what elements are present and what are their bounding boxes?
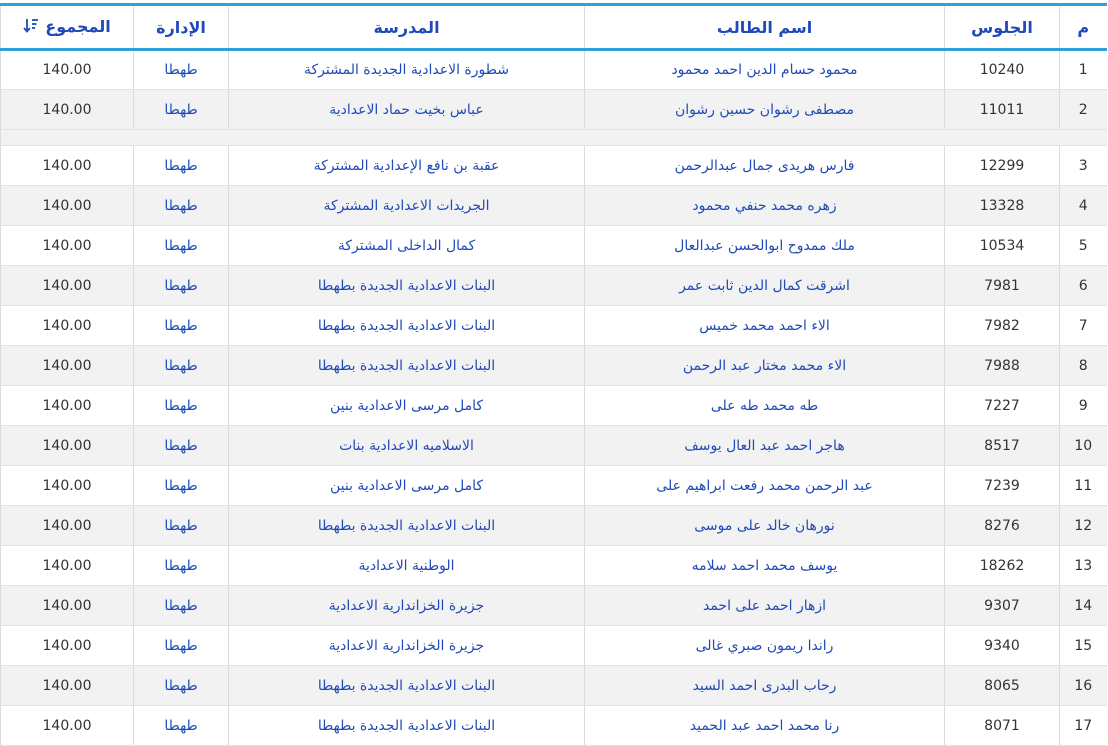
cell-student-name[interactable]: طه محمد طه على bbox=[585, 386, 945, 426]
header-seat[interactable]: الجلوس bbox=[945, 5, 1060, 50]
cell-index: 14 bbox=[1060, 586, 1107, 626]
table-row[interactable] bbox=[1, 626, 1107, 666]
cell-student-name[interactable]: راندا ريمون صبري غالى bbox=[585, 626, 945, 666]
table-row[interactable] bbox=[1, 386, 1107, 426]
cell-index: 15 bbox=[1060, 626, 1107, 666]
cell-total: 140.00 bbox=[1, 50, 134, 90]
sort-descending-icon[interactable] bbox=[23, 17, 39, 37]
cell-seat-number: 7981 bbox=[945, 266, 1060, 306]
table-row[interactable] bbox=[1, 466, 1107, 506]
cell-student-name[interactable]: هاجر احمد عبد العال يوسف bbox=[585, 426, 945, 466]
cell-index: 10 bbox=[1060, 426, 1107, 466]
cell-total: 140.00 bbox=[1, 266, 134, 306]
cell-seat-number: 11011 bbox=[945, 90, 1060, 130]
cell-index: 7 bbox=[1060, 306, 1107, 346]
cell-administration[interactable]: طهطا bbox=[134, 426, 229, 466]
cell-administration[interactable]: طهطا bbox=[134, 706, 229, 746]
cell-index: 11 bbox=[1060, 466, 1107, 506]
cell-total: 140.00 bbox=[1, 506, 134, 546]
cell-student-name[interactable]: يوسف محمد احمد سلامه bbox=[585, 546, 945, 586]
cell-administration[interactable]: طهطا bbox=[134, 666, 229, 706]
table-body bbox=[1, 50, 1107, 746]
cell-total: 140.00 bbox=[1, 706, 134, 746]
cell-index: 4 bbox=[1060, 186, 1107, 226]
cell-administration[interactable]: طهطا bbox=[134, 90, 229, 130]
cell-seat-number: 7227 bbox=[945, 386, 1060, 426]
table-header bbox=[1, 5, 1107, 50]
cell-school[interactable]: عقبة بن نافع الإعدادية المشتركة bbox=[229, 146, 585, 186]
row-spacer-cell bbox=[1, 130, 1107, 146]
table-row[interactable] bbox=[1, 146, 1107, 186]
table-row[interactable] bbox=[1, 266, 1107, 306]
cell-school[interactable]: شطورة الاعدادية الجديدة المشتركة bbox=[229, 50, 585, 90]
header-administration[interactable]: الإدارة bbox=[134, 5, 229, 50]
cell-administration[interactable]: طهطا bbox=[134, 346, 229, 386]
cell-student-name[interactable]: محمود حسام الدين احمد محمود bbox=[585, 50, 945, 90]
cell-school[interactable]: كامل مرسى الاعدادية بنين bbox=[229, 386, 585, 426]
cell-seat-number: 8071 bbox=[945, 706, 1060, 746]
cell-total: 140.00 bbox=[1, 226, 134, 266]
cell-administration[interactable]: طهطا bbox=[134, 186, 229, 226]
table-row[interactable] bbox=[1, 346, 1107, 386]
table-row[interactable] bbox=[1, 90, 1107, 130]
cell-administration[interactable]: طهطا bbox=[134, 386, 229, 426]
cell-school[interactable]: البنات الاعدادية الجديدة بطهطا bbox=[229, 346, 585, 386]
cell-total: 140.00 bbox=[1, 146, 134, 186]
cell-school[interactable]: البنات الاعدادية الجديدة بطهطا bbox=[229, 306, 585, 346]
cell-seat-number: 13328 bbox=[945, 186, 1060, 226]
table-row[interactable] bbox=[1, 306, 1107, 346]
cell-index: 8 bbox=[1060, 346, 1107, 386]
cell-seat-number: 12299 bbox=[945, 146, 1060, 186]
cell-seat-number: 8276 bbox=[945, 506, 1060, 546]
cell-student-name[interactable]: رحاب البدرى احمد السيد bbox=[585, 666, 945, 706]
table-row[interactable] bbox=[1, 586, 1107, 626]
cell-administration[interactable]: طهطا bbox=[134, 306, 229, 346]
cell-seat-number: 8517 bbox=[945, 426, 1060, 466]
cell-school[interactable]: الوطنية الاعدادية bbox=[229, 546, 585, 586]
cell-school[interactable]: كمال الداخلى المشتركة bbox=[229, 226, 585, 266]
table-row[interactable] bbox=[1, 506, 1107, 546]
cell-school[interactable]: عباس بخيت حماد الاعدادية bbox=[229, 90, 585, 130]
cell-seat-number: 10534 bbox=[945, 226, 1060, 266]
cell-total: 140.00 bbox=[1, 466, 134, 506]
cell-student-name[interactable]: زهره محمد حنفي محمود bbox=[585, 186, 945, 226]
cell-school[interactable]: البنات الاعدادية الجديدة بطهطا bbox=[229, 706, 585, 746]
table-row[interactable] bbox=[1, 706, 1107, 746]
cell-administration[interactable]: طهطا bbox=[134, 546, 229, 586]
cell-index: 17 bbox=[1060, 706, 1107, 746]
table-row[interactable] bbox=[1, 546, 1107, 586]
cell-total: 140.00 bbox=[1, 346, 134, 386]
cell-administration[interactable]: طهطا bbox=[134, 626, 229, 666]
table-row[interactable] bbox=[1, 186, 1107, 226]
cell-total: 140.00 bbox=[1, 186, 134, 226]
cell-index: 12 bbox=[1060, 506, 1107, 546]
cell-student-name[interactable]: مصطفى رشوان حسين رشوان bbox=[585, 90, 945, 130]
cell-index: 2 bbox=[1060, 90, 1107, 130]
results-table bbox=[0, 3, 1107, 746]
cell-seat-number: 18262 bbox=[945, 546, 1060, 586]
cell-seat-number: 10240 bbox=[945, 50, 1060, 90]
cell-student-name[interactable]: فارس هريدى جمال عبدالرحمن bbox=[585, 146, 945, 186]
cell-index: 6 bbox=[1060, 266, 1107, 306]
cell-school[interactable]: البنات الاعدادية الجديدة بطهطا bbox=[229, 266, 585, 306]
header-row bbox=[1, 5, 1107, 50]
header-student-name[interactable]: اسم الطالب bbox=[585, 5, 945, 50]
cell-administration[interactable]: طهطا bbox=[134, 506, 229, 546]
cell-student-name[interactable]: الاء محمد مختار عبد الرحمن bbox=[585, 346, 945, 386]
cell-total: 140.00 bbox=[1, 306, 134, 346]
header-school[interactable]: المدرسة bbox=[229, 5, 585, 50]
cell-school[interactable]: الجريدات الاعدادية المشتركة bbox=[229, 186, 585, 226]
cell-administration[interactable]: طهطا bbox=[134, 226, 229, 266]
cell-school[interactable]: البنات الاعدادية الجديدة بطهطا bbox=[229, 666, 585, 706]
cell-index: 1 bbox=[1060, 50, 1107, 90]
cell-index: 16 bbox=[1060, 666, 1107, 706]
cell-student-name[interactable]: اشرقت كمال الدين ثابت عمر bbox=[585, 266, 945, 306]
cell-total: 140.00 bbox=[1, 666, 134, 706]
table-row[interactable] bbox=[1, 50, 1107, 90]
cell-student-name[interactable]: نورهان خالد على موسى bbox=[585, 506, 945, 546]
cell-seat-number: 7988 bbox=[945, 346, 1060, 386]
cell-student-name[interactable]: رنا محمد احمد عبد الحميد bbox=[585, 706, 945, 746]
cell-student-name[interactable]: الاء احمد محمد خميس bbox=[585, 306, 945, 346]
table-row[interactable] bbox=[1, 426, 1107, 466]
cell-total: 140.00 bbox=[1, 546, 134, 586]
cell-school[interactable]: البنات الاعدادية الجديدة بطهطا bbox=[229, 506, 585, 546]
cell-administration[interactable]: طهطا bbox=[134, 266, 229, 306]
row-spacer bbox=[1, 130, 1107, 146]
table-row[interactable] bbox=[1, 226, 1107, 266]
cell-school[interactable]: جزيرة الخزاندارية الاعدادية bbox=[229, 626, 585, 666]
cell-total: 140.00 bbox=[1, 386, 134, 426]
cell-index: 9 bbox=[1060, 386, 1107, 426]
header-total-label: المجموع bbox=[45, 16, 111, 36]
cell-seat-number: 8065 bbox=[945, 666, 1060, 706]
cell-index: 13 bbox=[1060, 546, 1107, 586]
cell-school[interactable]: جزيرة الخزاندارية الاعدادية bbox=[229, 586, 585, 626]
cell-total: 140.00 bbox=[1, 626, 134, 666]
cell-total: 140.00 bbox=[1, 90, 134, 130]
cell-seat-number: 9340 bbox=[945, 626, 1060, 666]
header-index[interactable]: م bbox=[1060, 5, 1107, 50]
cell-administration[interactable]: طهطا bbox=[134, 586, 229, 626]
cell-student-name[interactable]: ازهار احمد على احمد bbox=[585, 586, 945, 626]
cell-index: 5 bbox=[1060, 226, 1107, 266]
cell-administration[interactable]: طهطا bbox=[134, 50, 229, 90]
cell-administration[interactable]: طهطا bbox=[134, 146, 229, 186]
cell-administration[interactable]: طهطا bbox=[134, 466, 229, 506]
cell-seat-number: 7239 bbox=[945, 466, 1060, 506]
cell-total: 140.00 bbox=[1, 426, 134, 466]
cell-student-name[interactable]: ملك ممدوح ابوالحسن عبدالعال bbox=[585, 226, 945, 266]
header-total[interactable] bbox=[1, 5, 134, 50]
cell-index: 3 bbox=[1060, 146, 1107, 186]
cell-total: 140.00 bbox=[1, 586, 134, 626]
cell-seat-number: 7982 bbox=[945, 306, 1060, 346]
cell-seat-number: 9307 bbox=[945, 586, 1060, 626]
table-row[interactable] bbox=[1, 666, 1107, 706]
cell-school[interactable]: الاسلاميه الاعدادية بنات bbox=[229, 426, 585, 466]
cell-student-name[interactable]: عبد الرحمن محمد رفعت ابراهيم على bbox=[585, 466, 945, 506]
cell-school[interactable]: كامل مرسى الاعدادية بنين bbox=[229, 466, 585, 506]
